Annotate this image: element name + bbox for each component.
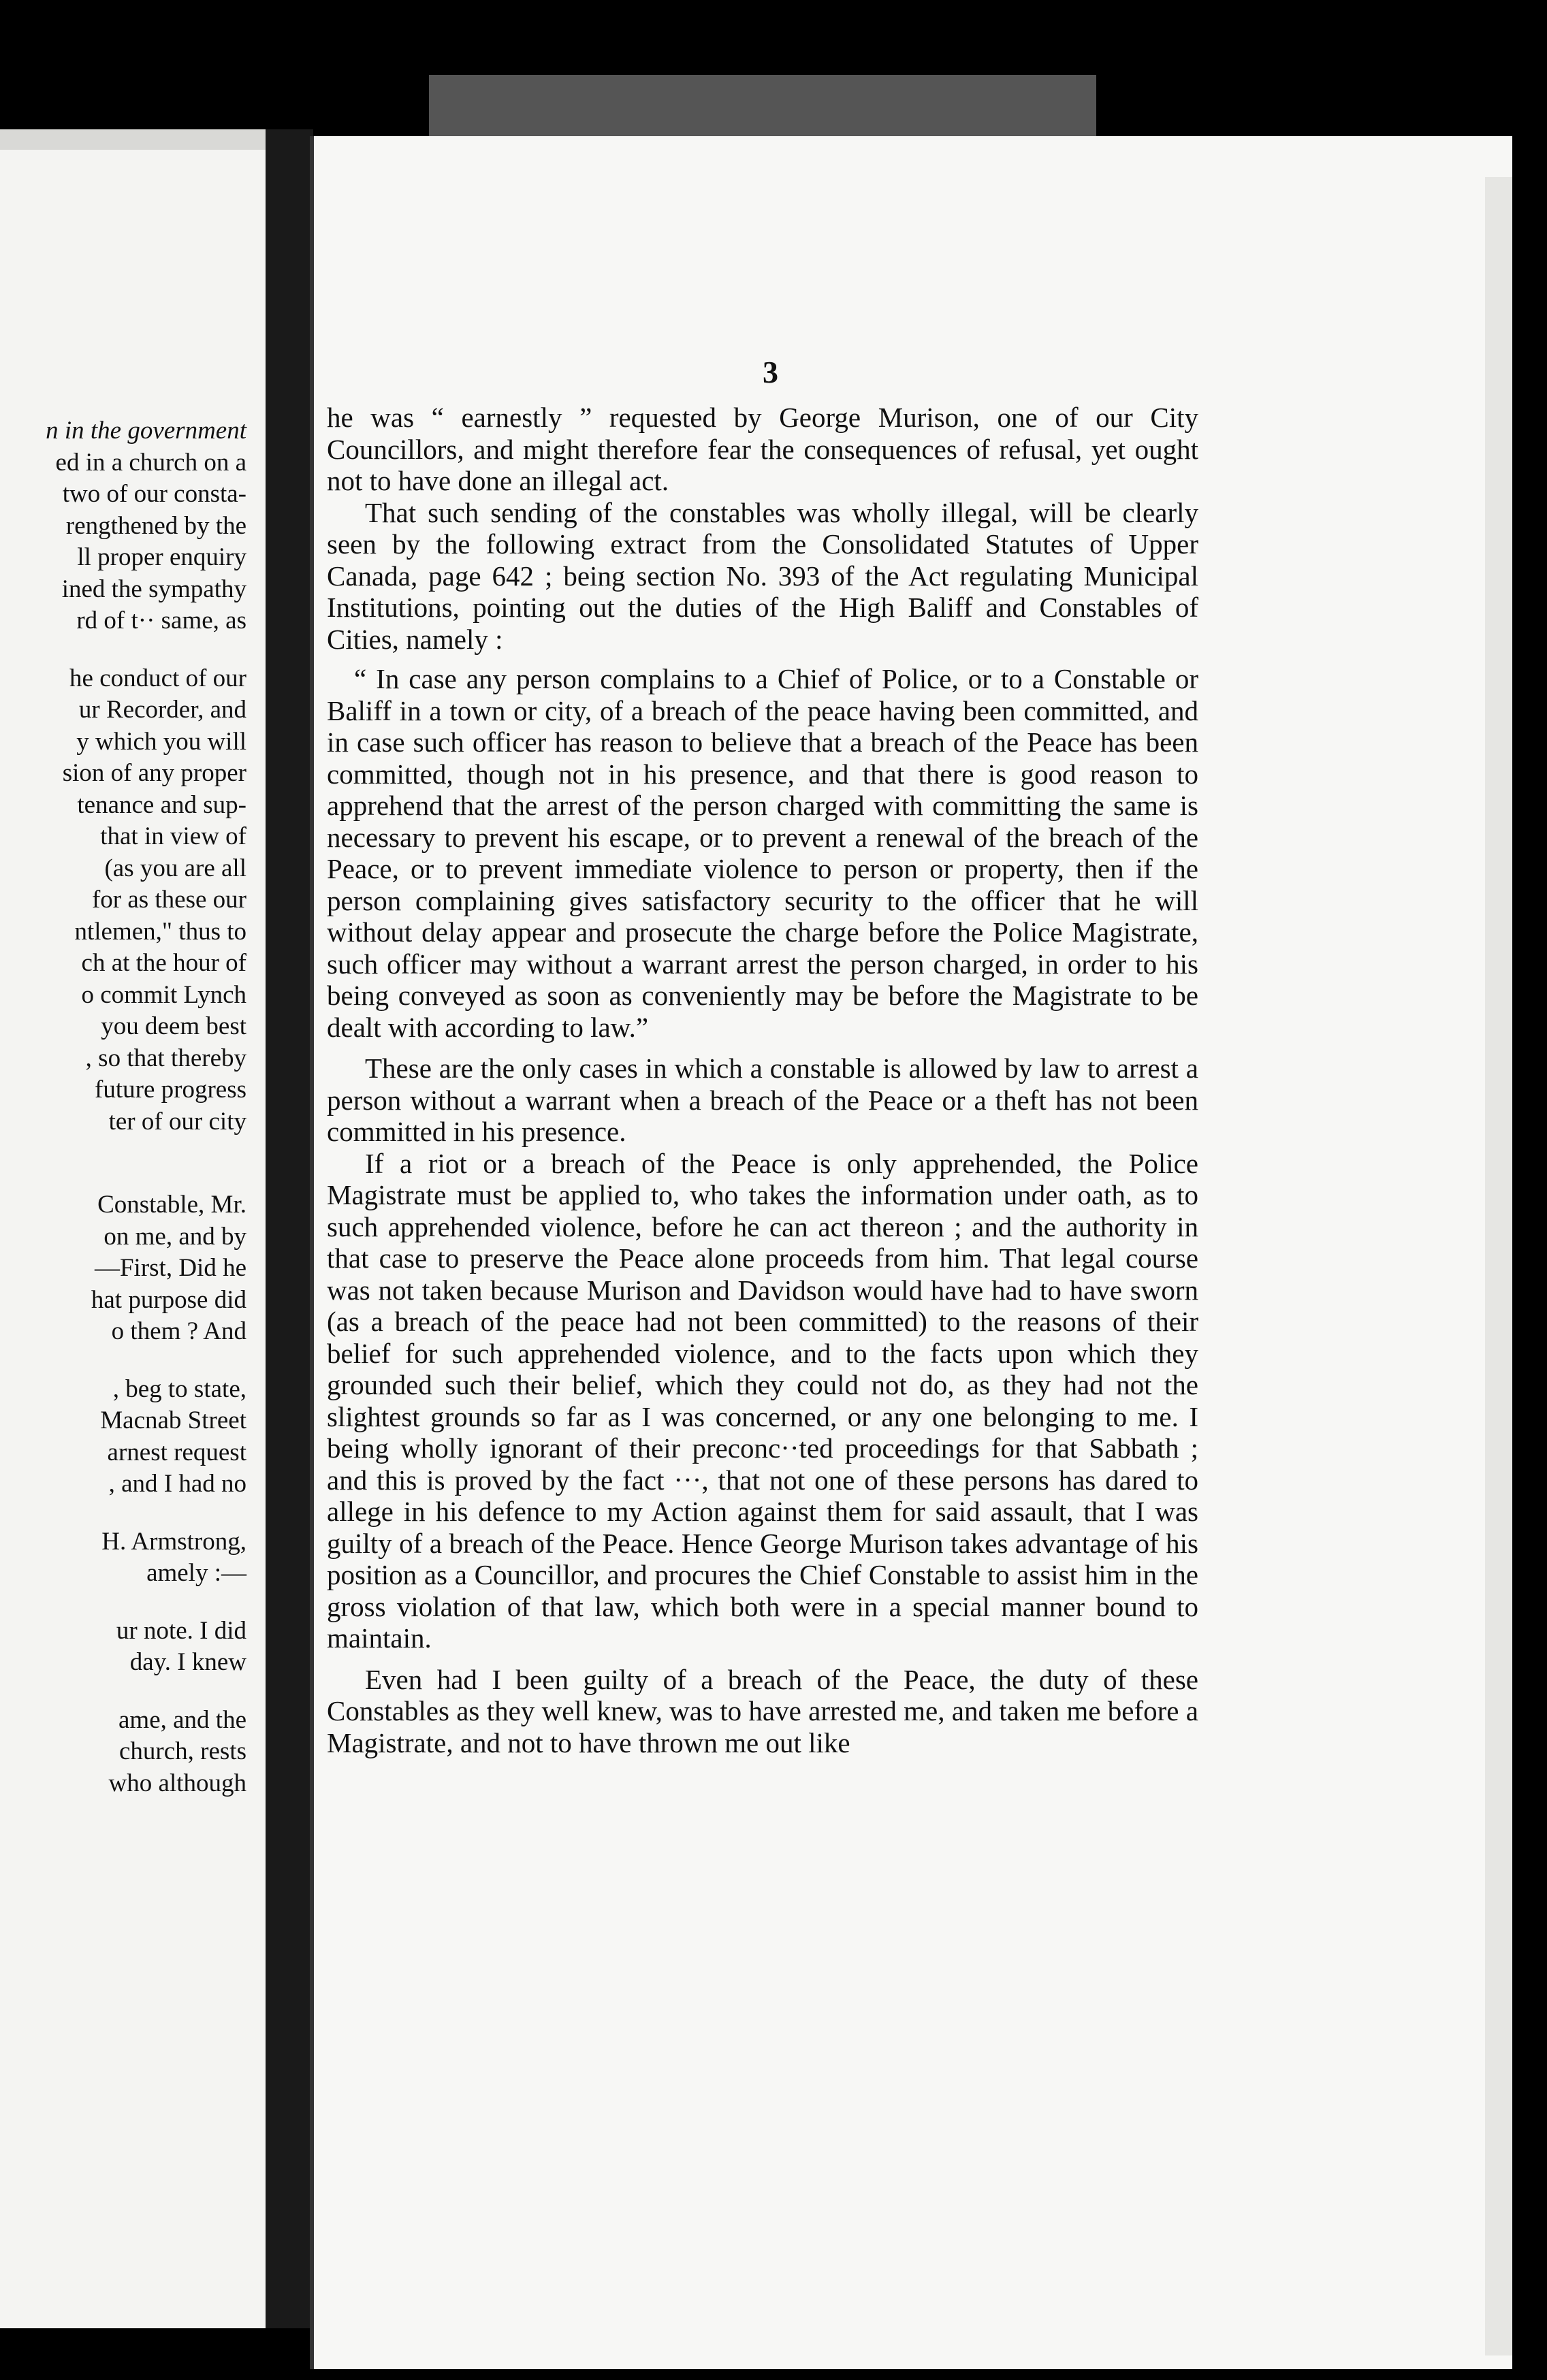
left-page-line: ame, and the [118,1705,246,1734]
left-page-fragment [0,129,270,2328]
left-page-line: Constable, Mr. [97,1191,246,1219]
left-page-line: you deem best [101,1012,246,1040]
left-page-line: rd of t·· same, as [76,607,246,634]
left-page-line: who although [108,1769,246,1797]
left-page-top-edge [0,129,266,150]
left-page-line: that in view of [100,822,246,850]
left-page-line: ined the sympathy [61,575,246,603]
left-page-line: ur Recorder, and [78,696,246,724]
left-page-line: future progress [95,1076,246,1104]
left-page-line: , beg to state, [112,1374,246,1403]
left-page-line: n in the government [46,417,246,445]
left-page-line: ter of our city [108,1107,246,1136]
left-page-line: hat purpose did [91,1285,246,1314]
left-page-line: sion of any proper [62,759,246,787]
left-page-line: tenance and sup- [77,790,246,819]
left-page-line: rengthened by the [65,511,246,540]
left-page-line: o commit Lynch [81,980,246,1009]
left-page-line: , so that thereby [85,1044,246,1072]
left-page-line: (as you are all [104,854,246,882]
page-edge [1485,177,1512,2355]
left-page-line: day. I knew [129,1648,246,1676]
left-page-line: y which you will [76,727,246,756]
left-page-line: ll proper enquiry [77,543,246,571]
book-spine [266,129,313,2328]
left-page-line: ch at the hour of [81,949,246,977]
left-page-line: amely :— [146,1559,246,1587]
body-paragraph: Even had I been guilty of a breach of the Peace, the duty of these Constables as they well knew, was to have arrested me, and taken me before a Magistrate, and not to have thrown me out like [327,1663,1198,1758]
left-page-line: two of our consta- [62,480,246,508]
left-page-line: H. Armstrong, [101,1527,246,1556]
left-page-line: ntlemen," thus to [74,917,246,946]
left-page-line: on me, and by [103,1222,246,1251]
left-page-line: for as these our [91,886,246,914]
left-page-line: o them ? And [111,1317,246,1345]
page-number: 3 [763,355,778,389]
body-paragraph: he was “ earnestly ” requested by George Murison, one of our City Councillors, and might therefore fear the consequences of refusal, yet ought not to have done an illegal act. [327,402,1198,496]
left-page-line: he conduct of our [69,664,246,692]
left-page-line: ur note. I did [116,1616,246,1645]
body-paragraph: That such sending of the constables was wholly illegal, will be clearly seen by the following extract from the Consolidated Statutes of Upper Canada, page 642 ; being section No. 393 of the Act regulating Municipal Institutions, pointing out the duties of the High Baliff and Constables of Cities, namely : [327,496,1198,655]
left-page-line: church, rests [119,1737,246,1765]
body-paragraph: If a riot or a breach of the Peace is only apprehended, the Police Magistrate must be applied to, who takes the information under oath, as to such apprehended violence, before he can act thereon ; and the authority in that case to preserve the Peace alone proceeds from him. That legal course was not taken because Murison and Davidson would have had to have sworn (as a breach of the peace had not been committed) to the reasons of their belief for such apprehended violence, and to the facts upon which they grounded such their belief, which they could not do, as they had not the slightest grounds so far as I was concerned, or any one belonging to me. I being wholly ignorant of their preconc··ted proceedings for that Sabbath ; and this is proved by the fact ···, that not one of these persons has dared to allege in his defence to my Action against them for said assault, that I was guilty of a breach of the Peace. Hence George Murison takes advantage of his position as a Councillor, and procures the Chief Constable to assist him in the gross violation of that law, which both were in a special manner bound to maintain. [327,1147,1198,1654]
left-page-line: —First, Did he [94,1254,246,1282]
left-page-line: , and I had no [108,1470,246,1498]
page-body [327,402,1198,1758]
body-paragraph: These are the only cases in which a constable is allowed by law to arrest a person without a warrant when a breach of the Peace or a theft has not been committed in his presence. [327,1052,1198,1147]
binding-tab [429,75,1096,136]
left-page-line: Macnab Street [100,1406,246,1434]
left-page-line: ed in a church on a [55,448,246,477]
left-page-line: arnest request [107,1438,246,1466]
body-paragraph: “ In case any person complains to a Chief of Police, or to a Constable or Baliff in a town or city, of a breach of the peace having been committed, and in case such officer has reason to believe that a breach of the Peace has been committed, though not in his presence, and that there is good reason to apprehend that the arrest of the person charged with committing the same is necessary to prevent his escape, or to prevent a renewal of the breach of the Peace, or to prevent immediate violence to person or property, then if the person complaining gives satisfactory security to the officer that he will without delay appear and prosecute the charge before the Police Magistrate, such officer may without a warrant arrest the person charged, in order to his being conveyed as soon as conveniently may be before the Magistrate to be dealt with according to law.” [327,663,1198,1043]
